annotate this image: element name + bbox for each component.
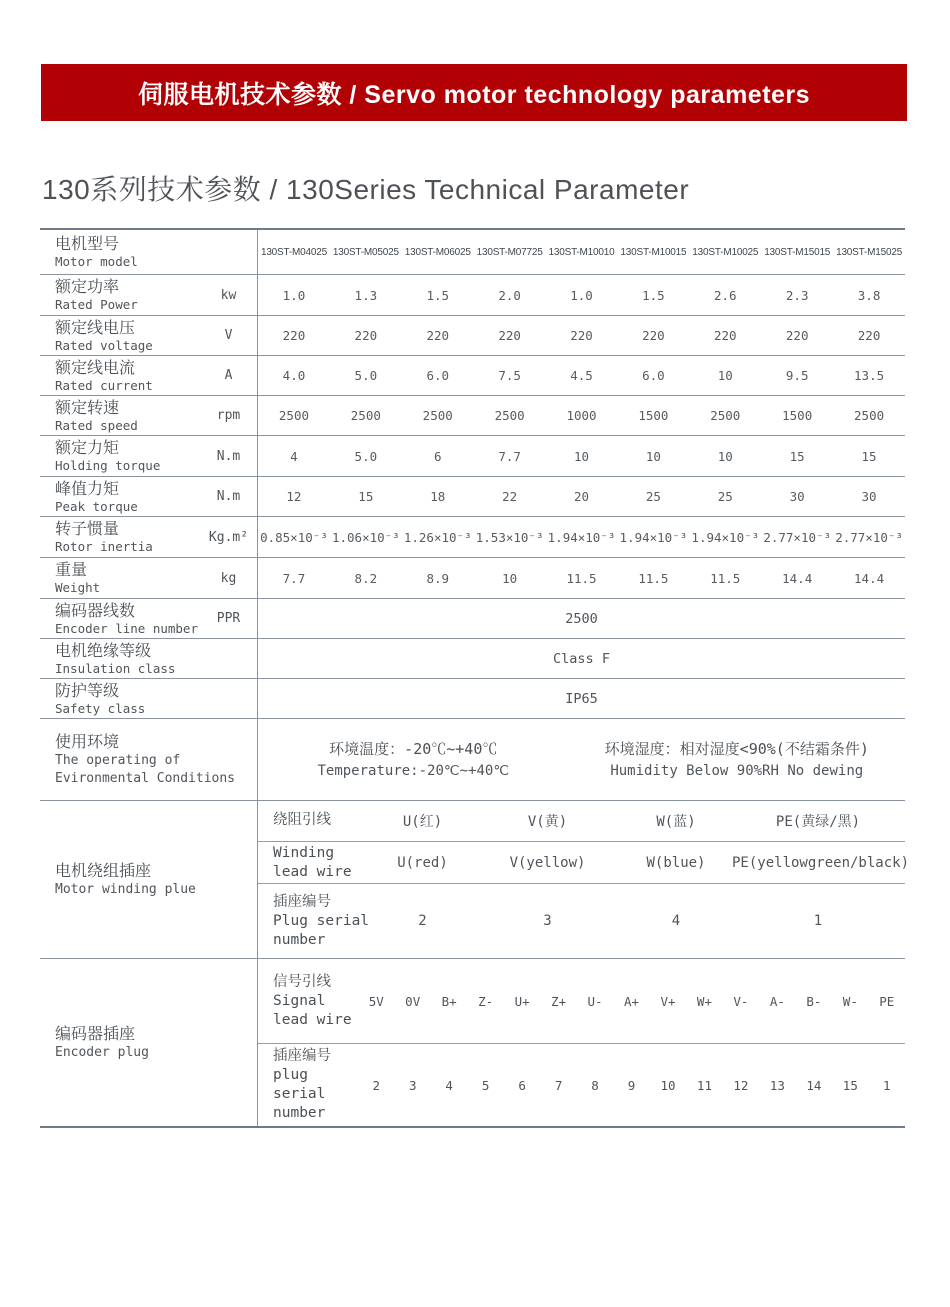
label-cn: 重量 [55,560,88,579]
label-en: Rated voltage [55,337,153,353]
unit-label: N.m [200,436,258,476]
encoder-plug-number: 14 [806,1077,822,1093]
encoder-plug-number: 6 [518,1077,526,1093]
value-cell: 1.5 [642,287,665,303]
row-rated-power [40,275,905,316]
value-cell: 2.77×10⁻³ [835,529,903,545]
section-title: 130系列技术参数 / 130Series Technical Parameter [42,174,690,205]
label-cn: 编码器线数 [55,600,136,620]
encoder-line-value: 2500 [565,610,598,627]
value-cell: 2500 [422,408,453,423]
value-cell: 18 [430,489,446,504]
value-cell: 14.4 [854,570,885,586]
encoder-plug-number: 13 [769,1077,785,1093]
rated-current-values [258,356,905,395]
sublabel-line: number [273,931,326,948]
value-cell: 14.4 [782,570,813,586]
holding-torque-label [40,436,200,476]
encoder-plug-number: 9 [627,1077,636,1093]
environment-label [40,719,258,800]
encoder-plug-numbers [358,1078,905,1093]
winding-plug-numbers [370,913,905,929]
value-cell: 2500 [494,408,525,423]
signal-name: V+ [660,993,676,1009]
signal-name: U+ [514,993,530,1009]
value-cell: 30 [861,489,877,504]
weight-values [258,558,905,598]
model-name: 130ST-M07725 [476,246,543,258]
sublabel-line: Signal [273,992,326,1009]
label-en: Insulation class [55,660,176,676]
winding-plug-serial-row [258,884,905,958]
value-cell: 10 [573,448,590,464]
sublabel-line: Winding [273,844,335,861]
value-cell: 2500 [854,408,885,423]
signal-name: V- [733,993,749,1009]
value-cell: 1.53×10⁻³ [475,529,544,545]
rated-voltage-label [40,316,200,355]
rated-speed-label [40,396,200,435]
winding-wires-cn [370,811,905,831]
value-cell: 220 [857,328,881,343]
encoder-line-label [40,599,200,638]
signal-name: A- [769,993,785,1009]
sublabel-line: 插座编号 [273,1048,331,1064]
temperature-en: Temperature:-20℃~+40℃ [317,762,510,779]
label-en-1: The operating of [55,752,181,768]
value-cell: 1.0 [282,287,306,303]
value-cell: 1.94×10⁻³ [691,529,760,545]
value-cell: 6 [433,448,442,464]
motor-model-unit-cell [200,230,258,274]
safety-value: IP65 [565,690,598,707]
value-cell: 8.2 [354,570,378,586]
label-cn: 额定线电流 [55,357,136,377]
winding-wire-en: W(blue) [646,854,706,871]
model-name: 130ST-M10015 [620,246,687,258]
winding-plug-label [40,801,258,958]
signal-name: W- [842,993,858,1009]
sublabel-line: lead wire [273,1011,352,1028]
value-cell: 220 [354,328,378,343]
winding-plug-number: 4 [671,913,681,930]
winding-wire-en: PE(yellowgreen/black) [732,854,910,871]
value-cell: 220 [426,328,450,343]
value-cell: 1.0 [570,287,593,303]
value-cell: 220 [785,328,809,343]
encoder-signal-label [258,973,358,1030]
value-cell: 12 [286,489,302,504]
model-name: 130ST-M10025 [692,246,759,258]
signal-name: Z+ [551,993,567,1009]
value-cell: 6.0 [426,368,450,383]
winding-plug-number: 1 [813,913,823,930]
rated-power-values [258,275,905,315]
table-header-row [40,230,905,275]
row-rated-current [40,356,905,396]
signal-name: U- [587,993,603,1009]
header-banner [41,64,907,121]
label-en: Rated Power [55,297,138,312]
peak-torque-label [40,477,200,516]
winding-leadwire-cn-label [258,811,370,830]
rated-current-label [40,356,200,395]
value-cell: 1.94×10⁻³ [547,529,616,545]
sublabel-line: 信号引线 [273,973,331,990]
signal-name: B+ [441,993,457,1009]
row-rated-speed [40,396,905,436]
safety-label [40,679,200,718]
sublabel-line: 插座编号 [273,893,331,910]
value-cell: 10 [717,368,733,383]
label-en: Rated speed [55,417,138,433]
value-cell: 15 [789,448,805,464]
winding-wire-cn: U(红) [402,813,443,830]
value-cell: 6.0 [642,368,665,383]
value-cell: 1000 [566,408,597,423]
winding-wire-cn: W(蓝) [656,813,696,830]
label-en: Rated current [55,377,153,393]
sublabel-line: lead wire [273,863,352,880]
temperature-block [258,738,569,782]
temperature-cn: 环境温度：-20℃~+40℃ [329,739,498,758]
value-cell: 15 [358,489,374,504]
value-cell: 220 [282,328,306,343]
encoder-plug-number: 12 [733,1077,749,1093]
label-cn: 电机绕组插座 [55,860,152,880]
row-peak-torque [40,477,905,517]
row-safety-class [40,679,905,719]
label-en: Weight [55,580,101,595]
value-cell: 1.3 [354,287,378,303]
value-cell: 4.0 [282,368,306,383]
unit-label [200,639,258,678]
encoder-plug-number: 7 [554,1077,563,1093]
value-cell: 30 [789,489,805,504]
value-cell: 8.9 [426,570,450,586]
value-cell: 1500 [638,408,669,423]
encoder-plug-label [40,959,258,1126]
value-cell: 5.0 [354,448,378,464]
winding-wire-en: U(red) [397,854,448,871]
winding-wire-cn: V(黄) [527,813,568,830]
sublabel-line: number [273,1105,326,1121]
model-columns [258,230,905,274]
winding-plug-number: 2 [418,913,427,930]
model-name: 130ST-M15015 [764,246,831,258]
value-cell: 1500 [782,408,813,423]
encoder-plug-number: 1 [883,1077,891,1093]
row-encoder-line-number [40,599,905,639]
unit-label: V [200,316,258,355]
unit-label: rpm [200,396,258,435]
value-cell: 0.85×10⁻³ [260,529,328,545]
unit-label: PPR [200,599,258,638]
unit-label: N.m [200,477,258,516]
label-cn: 额定转速 [55,397,120,417]
value-cell: 220 [642,328,665,343]
encoder-signals [358,994,905,1009]
label-en-2: Evironmental Conditions [55,770,236,786]
value-cell: 7.7 [498,448,521,464]
unit-label: A [200,356,258,395]
insulation-value: Class F [553,650,610,667]
encoder-plug-serial-row [258,1044,905,1126]
value-cell: 2500 [350,408,381,423]
encoder-plug-number: 2 [372,1077,380,1093]
rated-power-label [40,275,200,315]
sublabel-line: plug serial [273,1067,326,1102]
value-cell: 10 [717,448,733,464]
winding-wires-en [370,854,910,871]
signal-name: PE [879,993,895,1009]
value-cell: 2.3 [785,287,809,303]
value-cell: 10 [645,448,661,464]
sublabel-line: 绕阻引线 [273,812,331,829]
value-cell: 4.5 [570,368,593,383]
label-cn: 编码器插座 [55,1023,136,1043]
row-rated-voltage [40,316,905,356]
value-cell: 2500 [710,408,741,423]
row-rotor-inertia [40,517,905,558]
unit-label: kg [200,558,258,598]
label-en: Peak torque [55,498,138,514]
encoder-plug-number: 15 [842,1077,858,1093]
value-cell: 13.5 [854,368,885,383]
value-cell: 220 [498,328,521,343]
model-name: 130ST-M04025 [260,246,327,258]
value-cell: 1.94×10⁻³ [619,529,688,545]
humidity-block [569,738,905,782]
winding-wire-cn: PE(黄绿/黑) [775,813,861,830]
environment-values [258,719,905,800]
value-cell: 11.5 [566,570,597,586]
model-name: 130ST-M05025 [332,246,399,258]
signal-name: B- [806,993,822,1009]
label-en: Encoder line number [55,620,198,636]
value-cell: 1.06×10⁻³ [331,529,400,545]
rotor-inertia-values [258,517,905,557]
value-cell: 2.77×10⁻³ [763,529,832,545]
value-cell: 7.7 [282,570,306,586]
label-cn: 额定功率 [55,277,120,296]
rated-voltage-values [258,316,905,355]
encoder-signal-row [258,959,905,1044]
label-cn: 额定线电压 [55,317,136,337]
value-cell: 11.5 [638,570,669,586]
section-motor-winding-plug [40,801,910,959]
encoder-plug-number: 5 [481,1077,490,1093]
signal-name: A+ [623,993,640,1009]
unit-label [200,679,258,718]
winding-subrows [258,801,910,958]
encoder-plug-number: 3 [408,1077,417,1093]
row-environment [40,719,905,801]
winding-leadwire-cn-row [258,801,905,842]
label-cn: 电机绝缘等级 [55,640,152,660]
winding-plug-number: 3 [543,913,552,930]
motor-model-label-en: Motor model [55,254,138,269]
motor-model-label [40,230,200,274]
value-cell: 1.26×10⁻³ [403,529,472,545]
banner-title: 伺服电机技术参数 / Servo motor technology parameters [137,80,811,109]
unit-label: kw [200,275,258,315]
encoder-plug-number: 8 [591,1077,599,1093]
label-cn: 峰值力矩 [55,478,120,498]
spec-table [40,228,910,1128]
signal-name: W+ [696,993,712,1009]
value-cell: 5.0 [354,368,378,383]
value-cell: 9.5 [785,368,809,383]
model-name: 130ST-M06025 [404,246,471,258]
holding-torque-values [258,436,905,476]
motor-model-label-cn: 电机型号 [55,234,120,253]
winding-wire-en: V(yellow) [509,854,586,871]
value-cell: 2.0 [498,287,521,303]
encoder-subrows [258,959,905,1126]
value-cell: 2.6 [714,287,737,303]
signal-name: 0V [405,993,421,1009]
weight-label [40,558,200,598]
label-en: Holding torque [55,458,161,473]
winding-plug-serial-label [258,893,370,950]
row-weight [40,558,905,599]
value-cell: 7.5 [498,368,521,383]
value-cell: 25 [717,489,733,504]
rated-speed-values [258,396,905,435]
model-name: 130ST-M15025 [836,246,903,258]
label-cn: 额定力矩 [55,438,120,457]
value-cell: 2500 [278,408,309,423]
label-cn: 防护等级 [55,680,120,700]
value-cell: 4 [290,448,298,464]
unit-label: Kg.m² [200,517,258,557]
peak-torque-values [258,477,905,516]
sublabel-line: Plug serial [273,912,370,929]
value-cell: 10 [502,570,518,586]
label-en: Encoder plug [55,1044,149,1060]
value-cell: 3.8 [857,287,881,303]
label-en: Rotor inertia [55,539,153,554]
value-cell: 220 [714,328,737,343]
label-cn: 使用环境 [55,731,120,751]
encoder-plug-number: 10 [660,1077,676,1093]
value-cell: 15 [861,448,877,464]
signal-name: Z- [478,993,494,1009]
value-cell: 1.5 [426,287,450,303]
value-cell: 20 [573,489,590,504]
value-cell: 11.5 [710,570,741,586]
value-cell: 220 [570,328,593,343]
value-cell: 25 [645,489,661,504]
encoder-plug-number: 4 [445,1077,453,1093]
label-cn: 转子惯量 [55,519,120,538]
label-en: Safety class [55,700,146,716]
model-name: 130ST-M10010 [548,246,615,258]
humidity-en: Humidity Below 90%RH No dewing [610,762,864,779]
section-encoder-plug [40,959,905,1126]
row-holding-torque [40,436,905,477]
winding-leadwire-en-row [258,842,910,885]
signal-name: 5V [368,993,384,1009]
encoder-plug-serial-label [258,1047,358,1123]
humidity-cn: 环境湿度：相对湿度<90%(不结霜条件) [604,739,869,758]
label-en: Motor winding plue [55,881,196,897]
encoder-plug-number: 11 [696,1077,712,1093]
insulation-label [40,639,200,678]
winding-leadwire-en-label [258,844,370,882]
row-insulation-class [40,639,905,679]
value-cell: 22 [502,489,518,504]
rotor-inertia-label [40,517,200,557]
